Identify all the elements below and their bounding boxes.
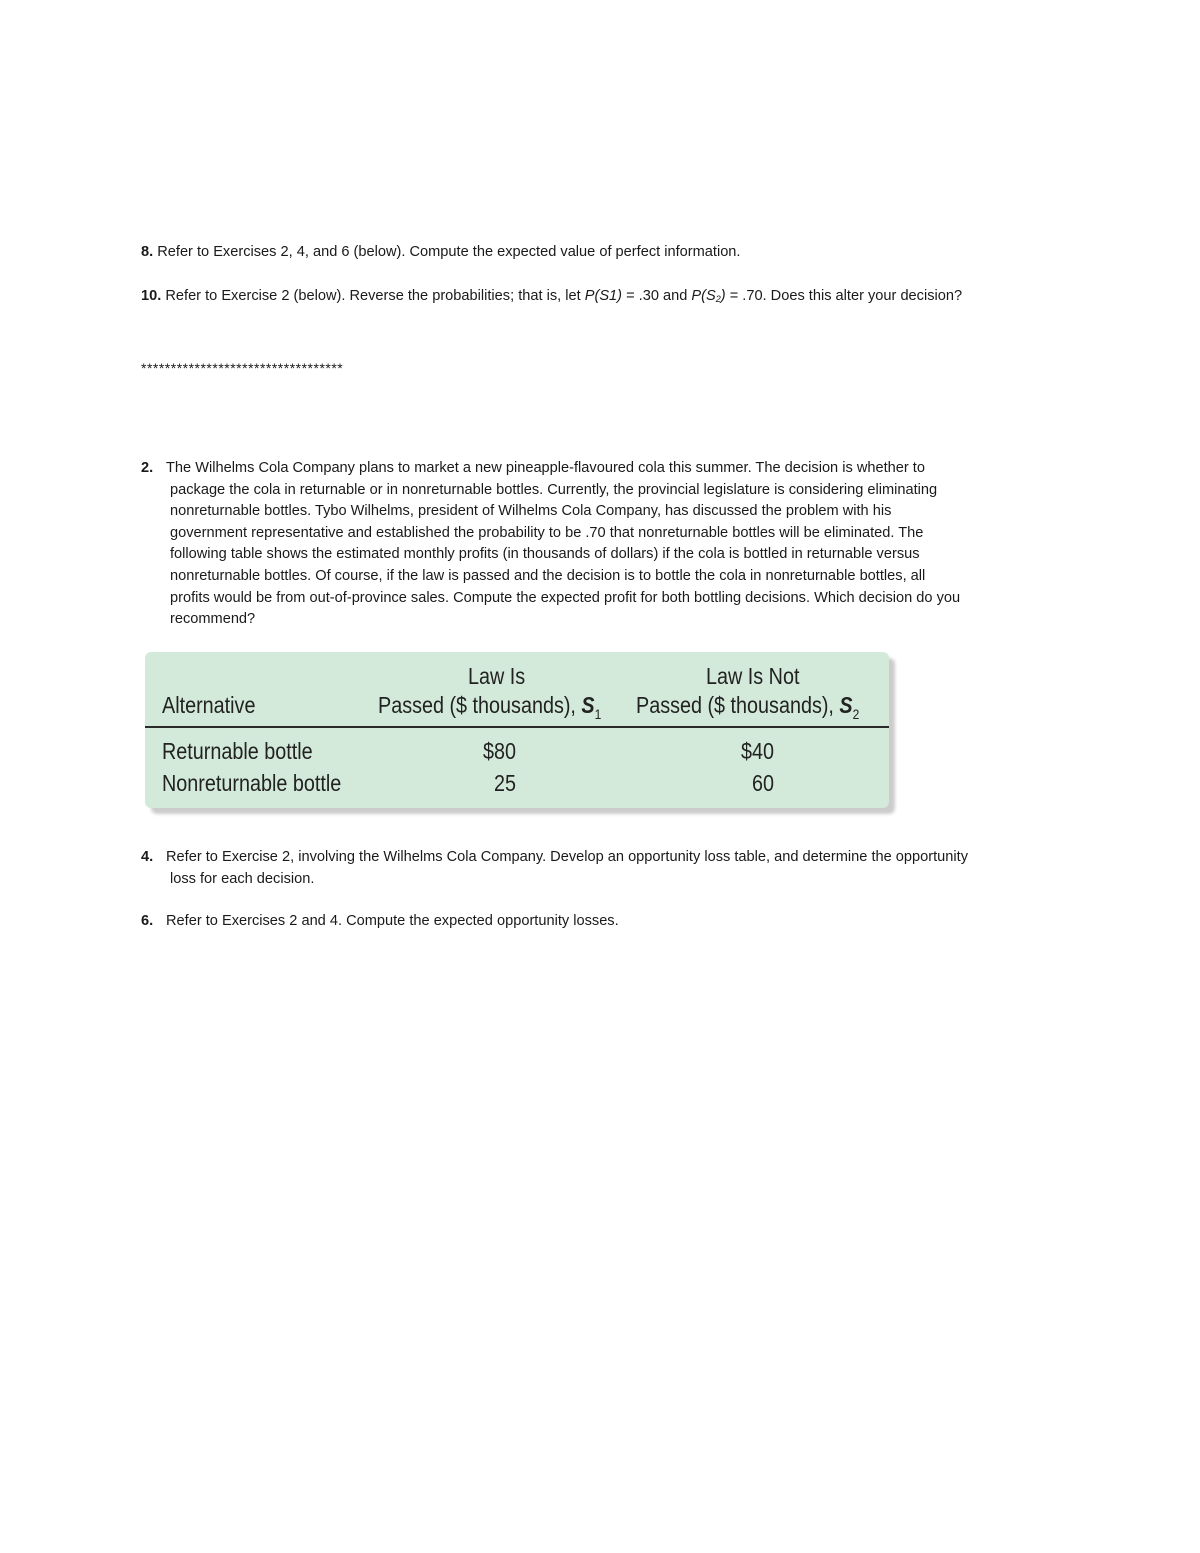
probability-s2 — [691, 288, 725, 304]
row-nonreturnable-s2: 60 — [752, 770, 775, 796]
exercise-2-text: The Wilhelms Cola Company plans to market a new pineapple-flavoured cola this summer. The decision is whether to — [166, 460, 925, 476]
payoff-table — [145, 652, 889, 808]
row-returnable-label: Returnable bottle — [162, 738, 313, 764]
exercise-4-text: Refer to Exercise 2, involving the Wilhelms Cola Company. Develop an opportunity loss table, and determine the opportunity — [166, 849, 968, 865]
exercise-10 — [141, 286, 962, 310]
exercise-2-line: nonreturnable bottles. Tybo Wilhelms, president of Wilhelms Cola Company, has discussed the problem with his — [170, 503, 892, 520]
probability-s2-subscript: 2 — [715, 294, 721, 304]
exercise-2-line: profits would be from out-of-province sales. Compute the expected profit for both bottling decisions. Which decision do you — [170, 589, 961, 606]
exercise-2-line — [141, 458, 1071, 480]
header-state-sub-s2: 2 — [852, 706, 860, 722]
exercise-8 — [141, 242, 740, 263]
exercise-4 — [141, 847, 1071, 890]
row-returnable-s2: $40 — [741, 738, 775, 764]
exercise-2-line: following table shows the estimated monthly profits (in thousands of dollars) if the cola is bottled in returnable versus — [170, 546, 920, 563]
header-state-var-s1: S — [581, 692, 595, 718]
header-law-not-passed-label: Passed ($ thousands), — [636, 692, 840, 718]
header-state-var-s2: S — [839, 692, 853, 718]
exercise-8-number: 8. — [141, 244, 154, 260]
exercise-10-number: 10. — [141, 288, 162, 304]
exercise-4-line: loss for each decision. — [170, 870, 315, 887]
exercise-10-text-c: = .70. Does this alter your decision? — [725, 288, 963, 304]
exercise-8-text: Refer to Exercises 2, 4, and 6 (below). Compute the expected value of perfect information. — [157, 244, 741, 260]
row-nonreturnable-label: Nonreturnable bottle — [162, 770, 342, 796]
exercise-2-line: government representative and established the probability to be .70 that nonreturnable bottles will be eliminated. The — [170, 524, 924, 541]
exercise-10-text-a: Refer to Exercise 2 (below). Reverse the probabilities; that is, let — [165, 288, 585, 304]
header-law-passed-label: Passed ($ thousands), — [378, 692, 582, 718]
exercise-4-line — [141, 847, 1071, 869]
header-law-passed-line2 — [378, 692, 601, 722]
probability-s2-close: ) — [720, 288, 726, 304]
exercise-6-text: Refer to Exercises 2 and 4. Compute the expected opportunity losses. — [166, 913, 619, 929]
exercise-10-text-b: = .30 and — [622, 288, 692, 304]
row-returnable-s1: $80 — [483, 738, 517, 764]
exercise-6-line — [141, 911, 1071, 933]
separator: ********************************** — [141, 360, 344, 376]
exercise-6 — [141, 911, 1071, 933]
probability-s2-main: P(S — [691, 288, 716, 304]
exercise-4-number: 4. — [141, 849, 154, 865]
header-alternative: Alternative — [162, 692, 256, 718]
exercise-2-line: nonreturnable bottles. Of course, if the law is passed and the decision is to bottle the cola in nonreturnable bottles, all — [170, 567, 926, 584]
row-nonreturnable-s1: 25 — [494, 770, 517, 796]
header-rule — [145, 726, 889, 728]
exercise-2-number: 2. — [141, 460, 154, 476]
probability-s1: P(S1) — [584, 288, 623, 304]
header-law-passed-line1: Law Is — [468, 663, 526, 689]
exercise-6-number: 6. — [141, 913, 154, 929]
exercise-2 — [141, 458, 1071, 631]
header-law-not-passed-line1: Law Is Not — [706, 663, 800, 689]
exercise-2-line: package the cola in returnable or in nonreturnable bottles. Currently, the provincial legislature is considering eliminating — [170, 481, 938, 498]
exercise-2-line: recommend? — [170, 611, 256, 628]
header-law-not-passed-line2 — [636, 692, 859, 722]
header-state-sub-s1: 1 — [594, 706, 602, 722]
